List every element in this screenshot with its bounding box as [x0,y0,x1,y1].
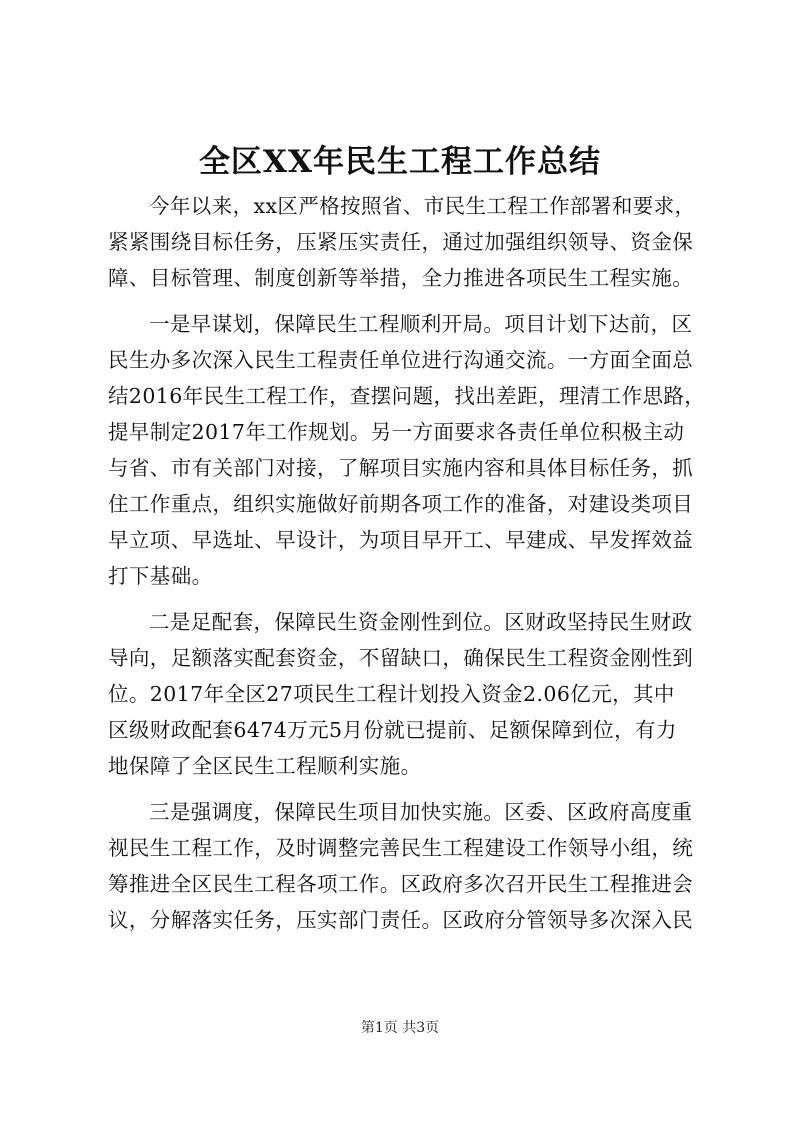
paragraph-line: 区级财政配套6474万元5月份就已提前、足额保障到位，有力 [108,718,677,742]
paragraph-line: 一是早谋划，保障民生工程顺利开局。项目计划下达前，区 [149,312,693,336]
paragraph-line: 障、目标管理、制度创新等举措，全力推进各项民生工程实施。 [108,266,694,290]
paragraph-line: 民生办多次深入民生工程责任单位进行沟通交流。一方面全面总 [108,348,694,372]
paragraph-line: 三是强调度，保障民生项目加快实施。区委、区政府高度重 [149,800,693,824]
paragraph-intro [108,188,728,296]
paragraph-line: 二是足配套，保障民生资金刚性到位。区财政坚持民生财政 [149,610,693,634]
paragraph-line: 筹推进全区民生工程各项工作。区政府多次召开民生工程推进会 [108,872,694,896]
document-title: 全区XX年民生工程工作总结 [198,144,602,180]
paragraph-line: 紧紧围绕目标任务，压紧压实责任，通过加强组织领导、资金保 [108,230,694,254]
paragraph-line: 早立项、早选址、早设计，为项目早开工、早建成、早发挥效益 [108,528,694,552]
paragraph-line: 导向，足额落实配套资金，不留缺口，确保民生工程资金刚性到 [108,646,694,670]
paragraph-line: 视民生工程工作，及时调整完善民生工程建设工作领导小组，统 [108,836,694,860]
document-body [108,188,728,948]
paragraph-line: 打下基础。 [108,564,213,588]
paragraph-line: 提早制定2017年工作规划。另一方面要求各责任单位积极主动 [108,420,685,444]
paragraph-line: 结2016年民生工程工作，查摆问题，找出差距，理清工作思路， [108,384,706,408]
paragraph-line: 今年以来，xx区严格按照省、市民生工程工作部署和要求， [149,194,696,218]
paragraph-funding [108,604,728,784]
paragraph-line: 位。2017年全区27项民生工程计划投入资金2.06亿元，其中 [108,682,675,706]
page-number-footer: 第1页 共3页 [360,1020,440,1036]
paragraph-planning [108,306,728,594]
paragraph-line: 议，分解落实任务，压实部门责任。区政府分管领导多次深入民 [108,908,694,932]
paragraph-line: 住工作重点，组织实施做好前期各项工作的准备，对建设类项目 [108,492,694,516]
paragraph-line: 地保障了全区民生工程顺利实施。 [108,754,422,778]
paragraph-line: 与省、市有关部门对接，了解项目实施内容和具体目标任务，抓 [108,456,694,480]
paragraph-scheduling [108,794,728,938]
